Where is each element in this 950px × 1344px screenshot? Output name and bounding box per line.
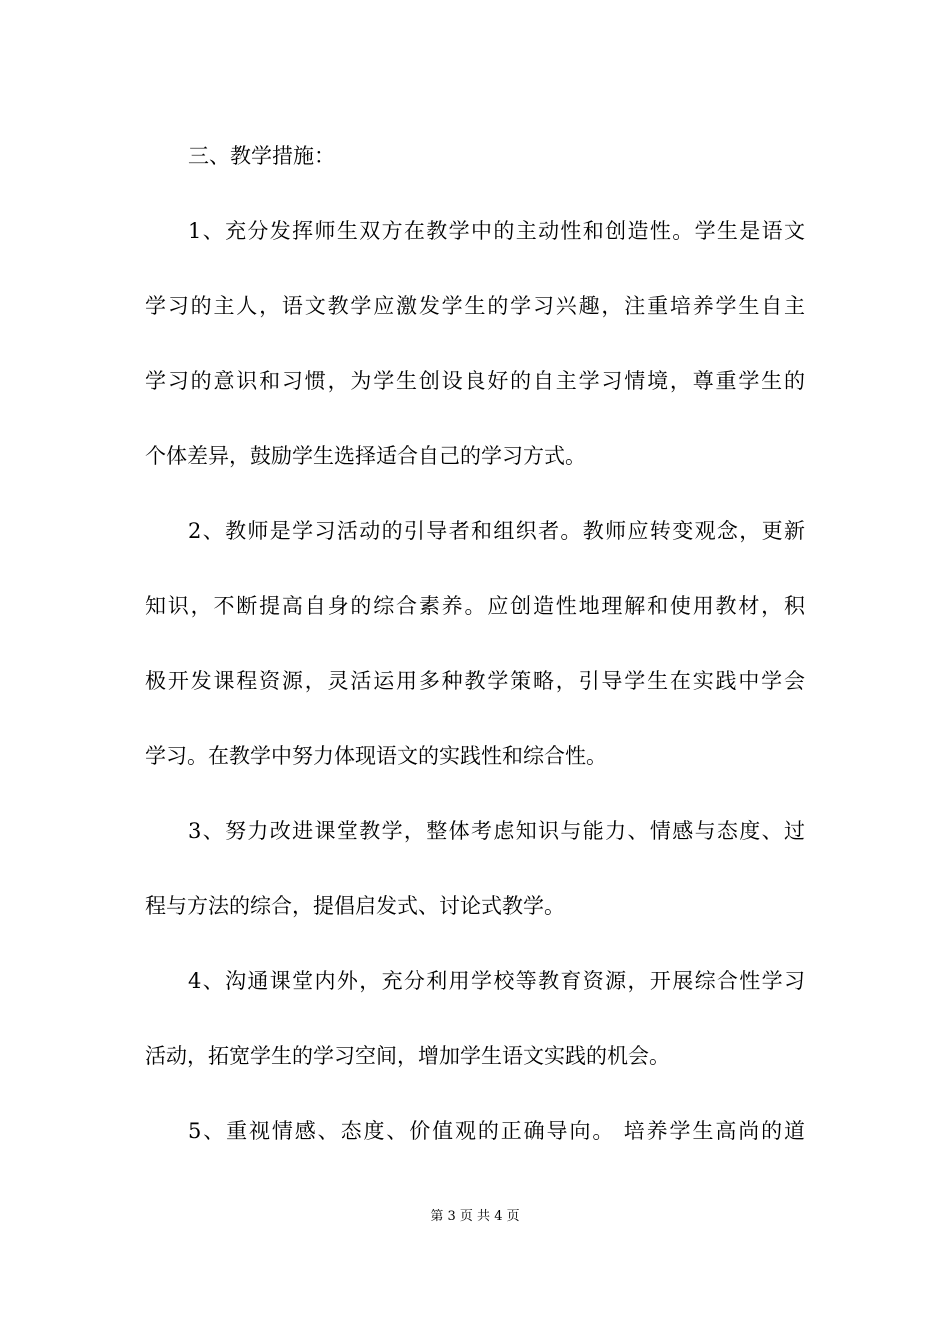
paragraph-2-line-1: 2、教师是学习活动的引导者和组织者。教师应转变观念，更新 — [188, 519, 805, 543]
paragraph-1-line-2: 学习的主人，语文教学应激发学生的学习兴趣，注重培养学生自主 — [145, 294, 805, 318]
paragraph-2-line-2: 知识，不断提高自身的综合素养。应创造性地理解和使用教材，积 — [145, 594, 805, 618]
paragraph-1-line-3: 学习的意识和习惯，为学生创设良好的自主学习情境，尊重学生的 — [145, 369, 805, 393]
paragraph-3-line-1: 3、努力改进课堂教学，整体考虑知识与能力、情感与态度、过 — [188, 819, 805, 843]
paragraph-5-line-1: 5、重视情感、态度、价值观的正确导向。 培养学生高尚的道 — [188, 1119, 805, 1143]
paragraph-1-line-4: 个体差异，鼓励学生选择适合自己的学习方式。 — [145, 444, 586, 468]
paragraph-1-line-1: 1、充分发挥师生双方在教学中的主动性和创造性。学生是语文 — [188, 219, 805, 243]
section-heading: 三、教学措施： — [188, 144, 335, 168]
paragraph-2-line-3: 极开发课程资源，灵活运用多种教学策略，引导学生在实践中学会 — [145, 669, 805, 693]
paragraph-2-line-4: 学习。在教学中努力体现语文的实践性和综合性。 — [145, 744, 607, 768]
paragraph-3-line-2: 程与方法的综合，提倡启发式、讨论式教学。 — [145, 894, 565, 918]
paragraph-4-line-2: 活动，拓宽学生的学习空间，增加学生语文实践的机会。 — [145, 1044, 670, 1068]
page-number-footer: 第 3 页 共 4 页 — [430, 1209, 520, 1224]
paragraph-4-line-1: 4、沟通课堂内外，充分利用学校等教育资源，开展综合性学习 — [188, 969, 805, 993]
